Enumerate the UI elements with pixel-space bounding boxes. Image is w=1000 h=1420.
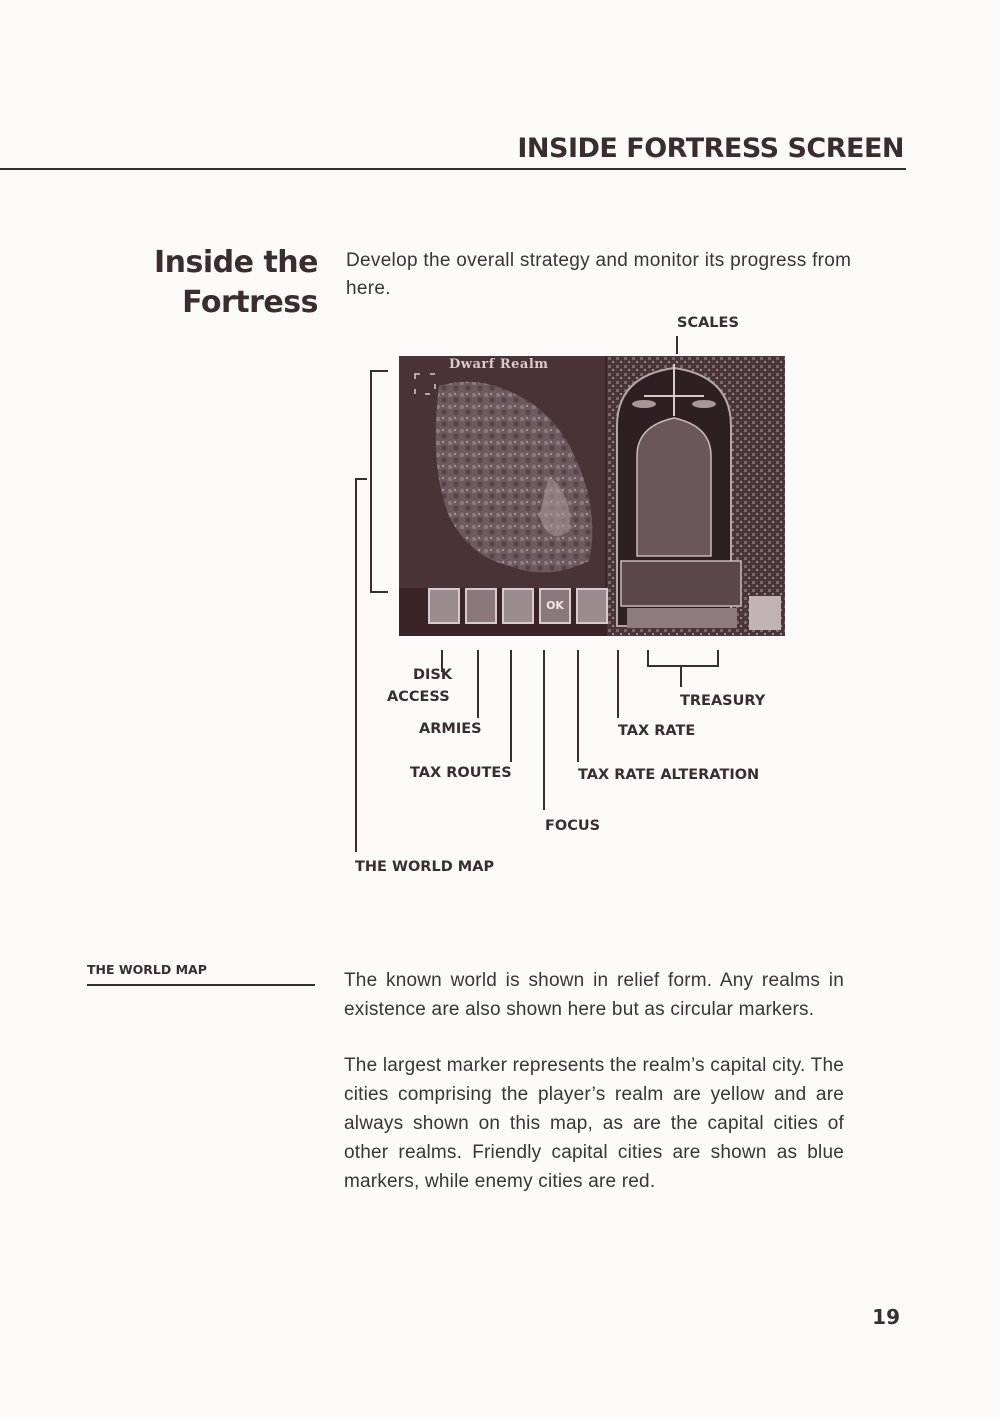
- treasury-chest: [621, 561, 741, 606]
- section-title-line1: Inside the: [154, 245, 318, 280]
- disk-access-label-line2: ACCESS: [387, 689, 450, 705]
- tax-rate-leader: [617, 650, 619, 718]
- world-map-paragraph-2: The largest marker represents the realm’s capital city. The cities comprising the player’s realm are yellow and are always shown on this map, as are the capital cities of other realms. Friendly capital cities are shown as blue markers, while enemy cities are red.: [344, 1055, 844, 1192]
- header-rule: [0, 168, 906, 170]
- treasury-leader: [680, 665, 682, 687]
- world-map-paragraph-1: The known world is shown in relief form. Any realms in existence are also shown here but as circular markers.: [344, 970, 844, 1020]
- focus-label: FOCUS: [545, 818, 601, 834]
- treasury-label: TREASURY: [680, 693, 766, 709]
- tax-routes-leader: [510, 650, 512, 762]
- page-number: 19: [872, 1305, 900, 1329]
- focus-leader: [543, 650, 545, 810]
- intro-text: Develop the overall strategy and monitor its progress from here.: [346, 250, 852, 299]
- map-bracket-top: [370, 370, 388, 372]
- section-title-line2: Fortress: [182, 285, 318, 320]
- scales-leader: [676, 336, 678, 354]
- tax-rate-alteration-label: TAX RATE ALTERATION: [578, 767, 760, 783]
- focus-icon: [576, 588, 608, 624]
- scales-label: SCALES: [677, 315, 739, 331]
- map-bracket-bottom: [370, 591, 388, 593]
- game-screenshot: [399, 356, 785, 636]
- world-map-side-heading: THE WORLD MAP: [87, 962, 207, 977]
- page-header-title: INSIDE FORTRESS SCREEN: [517, 133, 904, 164]
- world-map-label: THE WORLD MAP: [355, 859, 495, 875]
- tax-rate-label: TAX RATE: [618, 723, 696, 739]
- armies-leader: [477, 650, 479, 718]
- side-heading-rule: [87, 984, 315, 986]
- treasury-bracket-right: [717, 650, 719, 666]
- tax-routes-icon: [502, 588, 534, 624]
- map-bracket-vertical: [370, 370, 372, 592]
- world-map-leader-vertical: [355, 478, 357, 852]
- treasury-bracket-left: [647, 650, 649, 666]
- disk-access-label-line1: DISK: [413, 667, 453, 683]
- armies-label: ARMIES: [419, 721, 482, 737]
- treasury-bracket-bottom: [647, 665, 719, 667]
- world-map-leader-top: [355, 478, 367, 480]
- tax-rate-alteration-leader: [577, 650, 579, 762]
- icon-bar: [428, 588, 608, 624]
- screenshot-title: Dwarf Realm: [449, 357, 549, 372]
- section-title: [100, 243, 318, 323]
- tax-routes-label: TAX ROUTES: [410, 765, 512, 781]
- ok-icon: OK: [539, 588, 571, 624]
- disk-icon: [428, 588, 460, 624]
- armies-icon: [465, 588, 497, 624]
